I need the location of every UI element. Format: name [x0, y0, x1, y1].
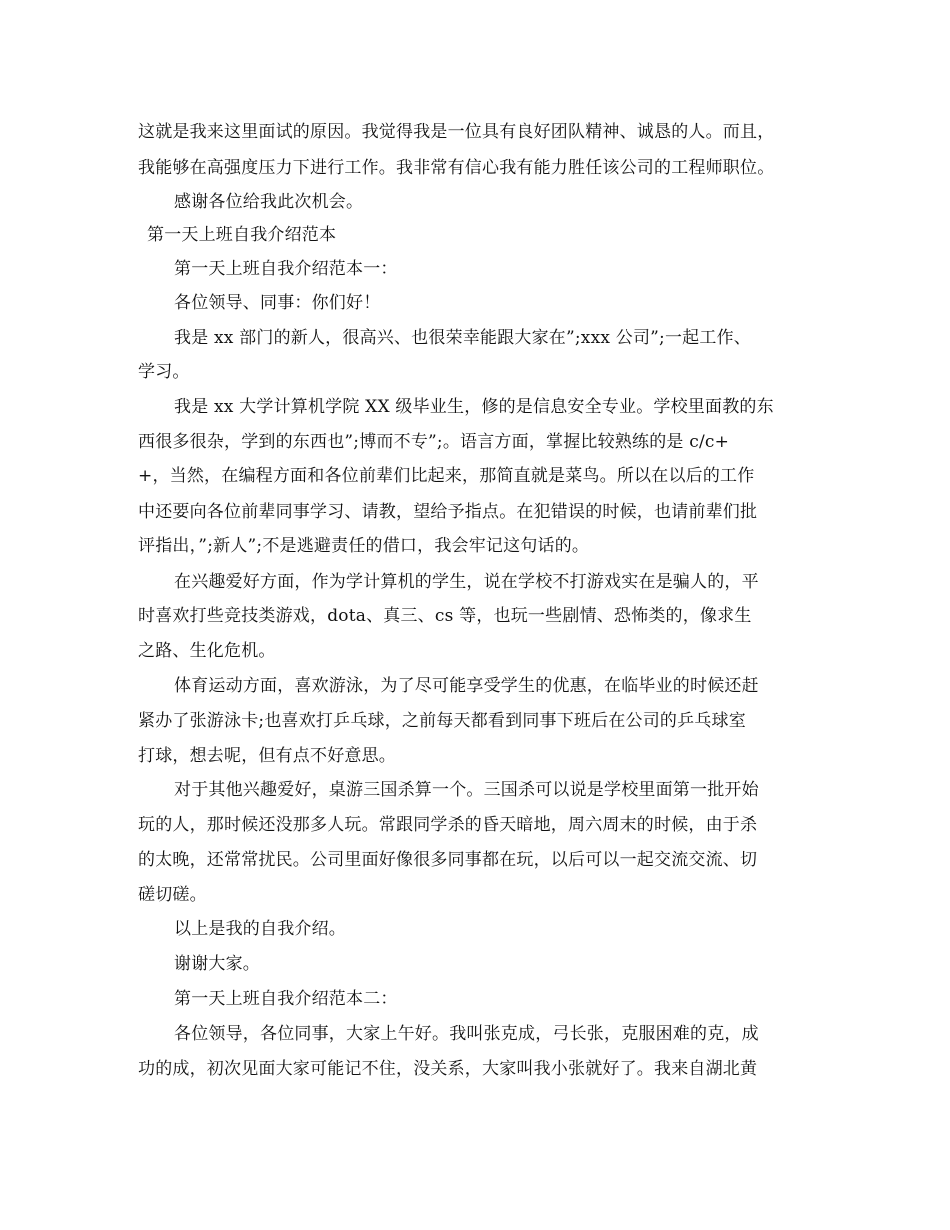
- text-line: 在兴趣爱好方面，作为学计算机的学生，说在学校不打游戏实在是骗人的，平: [174, 572, 759, 592]
- section-heading: 第一天上班自我介绍范本: [147, 225, 337, 245]
- text-line: 感谢各位给我此次机会。: [174, 192, 364, 212]
- text-line: 的太晚，还常常扰民。公司里面好像很多同事都在玩，以后可以一起交流交流、切: [138, 850, 758, 870]
- text-line: 紧办了张游泳卡;也喜欢打乒乓球，之前每天都看到同事下班后在公司的乒乓球室: [138, 711, 746, 731]
- text-line: 我是 xx 大学计算机学院 XX 级毕业生，修的是信息安全专业。学校里面教的东: [174, 397, 774, 417]
- text-line: 之路、生化危机。: [138, 641, 276, 661]
- text-line: +，当然，在编程方面和各位前辈们比起来，那简直就是菜鸟。所以在以后的工作: [138, 466, 755, 486]
- text-line: 这就是我来这里面试的原因。我觉得我是一位具有良好团队精神、诚恳的人。而且，: [138, 122, 775, 142]
- text-line: 磋切磋。: [138, 885, 207, 905]
- text-line: 玩的人，那时候还没那多人玩。常跟同学杀的昏天暗地，周六周末的时候，由于杀: [138, 815, 758, 835]
- subsection-heading: 第一天上班自我介绍范本一：: [174, 259, 398, 279]
- text-line: 各位领导，各位同事，大家上午好。我叫张克成，弓长张，克服困难的克，成: [174, 1024, 759, 1044]
- text-line: 中还要向各位前辈同事学习、请教，望给予指点。在犯错误的时候，也请前辈们批: [138, 502, 758, 522]
- text-line: 功的成，初次见面大家可能记不住，没关系，大家叫我小张就好了。我来自湖北黄: [138, 1059, 758, 1079]
- subsection-heading: 第一天上班自我介绍范本二：: [174, 989, 398, 1009]
- text-line: 西很多很杂，学到的东西也”;博而不专”;。语言方面，掌握比较熟练的是 c/c+: [138, 432, 730, 452]
- text-line: 我能够在高强度压力下进行工作。我非常有信心我有能力胜任该公司的工程师职位。: [138, 158, 775, 178]
- text-line: 以上是我的自我介绍。: [174, 919, 346, 939]
- text-line: 评指出，”;新人”;不是逃避责任的借口，我会牢记这句话的。: [138, 536, 590, 556]
- text-line: 学习。: [138, 362, 190, 382]
- text-line: 打球，想去呢，但有点不好意思。: [138, 746, 396, 766]
- text-line: 对于其他兴趣爱好，桌游三国杀算一个。三国杀可以说是学校里面第一批开始: [174, 780, 759, 800]
- text-line: 各位领导、同事：你们好！: [174, 293, 381, 313]
- text-line: 体育运动方面，喜欢游泳，为了尽可能享受学生的优惠，在临毕业的时候还赶: [174, 676, 759, 696]
- text-line: 我是 xx 部门的新人，很高兴、也很荣幸能跟大家在”;xxx 公司”;一起工作、: [174, 328, 751, 348]
- text-line: 谢谢大家。: [174, 954, 260, 974]
- text-line: 时喜欢打些竞技类游戏，dota、真三、cs 等，也玩一些剧情、恐怖类的，像求生: [138, 606, 752, 626]
